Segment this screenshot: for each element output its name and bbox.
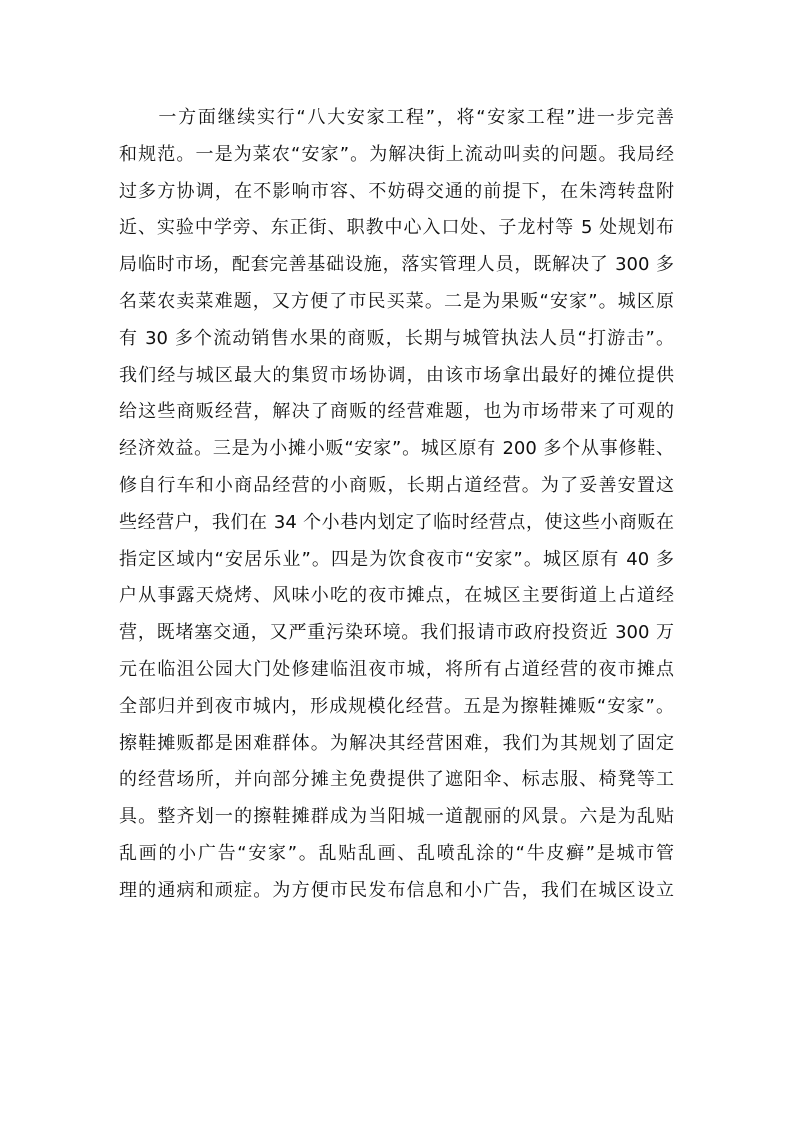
text-line: 修自行车和小商品经营的小商贩，长期占道经营。为了妥善安置这	[119, 474, 674, 496]
text-line: 近、实验中学旁、东正街、职教中心入口处、子龙村等 5 处规划布	[119, 217, 674, 239]
body-paragraph	[119, 100, 674, 910]
text-line: 理的通病和顽症。为方便市民发布信息和小广告，我们在城区设立	[119, 879, 674, 901]
text-line: 指定区域内“安居乐业”。四是为饮食夜市“安家”。城区原有 40 多	[119, 548, 674, 570]
text-line: 局临时市场，配套完善基础设施，落实管理人员，既解决了 300 多	[119, 254, 674, 276]
text-line: 过多方协调，在不影响市容、不妨碍交通的前提下，在朱湾转盘附	[119, 180, 674, 202]
text-line: 给这些商贩经营，解决了商贩的经营难题，也为市场带来了可观的	[119, 401, 674, 423]
text-line: 营，既堵塞交通，又严重污染环境。我们报请市政府投资近 300 万	[119, 622, 674, 644]
text-line: 全部归并到夜市城内，形成规模化经营。五是为擦鞋摊贩“安家”。	[119, 695, 674, 717]
text-line: 乱画的小广告“安家”。乱贴乱画、乱喷乱涂的“牛皮癣”是城市管	[119, 842, 674, 864]
text-line: 的经营场所，并向部分摊主免费提供了遮阳伞、标志服、椅凳等工	[119, 769, 674, 791]
text-line: 一方面继续实行“八大安家工程”，将“安家工程”进一步完善	[119, 107, 674, 128]
text-line: 和规范。一是为菜农“安家”。为解决街上流动叫卖的问题。我局经	[119, 143, 674, 165]
text-line: 擦鞋摊贩都是困难群体。为解决其经营困难，我们为其规划了固定	[119, 732, 674, 754]
text-line: 户从事露天烧烤、风味小吃的夜市摊点，在城区主要街道上占道经	[119, 585, 674, 607]
text-line: 经济效益。三是为小摊小贩“安家”。城区原有 200 多个从事修鞋、	[119, 438, 674, 460]
text-line: 我们经与城区最大的集贸市场协调，由该市场拿出最好的摊位提供	[119, 364, 674, 386]
text-line: 具。整齐划一的擦鞋摊群成为当阳城一道靓丽的风景。六是为乱贴	[119, 806, 674, 828]
text-line: 些经营户，我们在 34 个小巷内划定了临时经营点，使这些小商贩在	[119, 511, 674, 533]
text-line: 元在临沮公园大门处修建临沮夜市城，将所有占道经营的夜市摊点	[119, 658, 674, 680]
text-line: 名菜农卖菜难题，又方便了市民买菜。二是为果贩“安家”。城区原	[119, 290, 674, 312]
text-line: 有 30 多个流动销售水果的商贩，长期与城管执法人员“打游击”。	[119, 327, 674, 349]
